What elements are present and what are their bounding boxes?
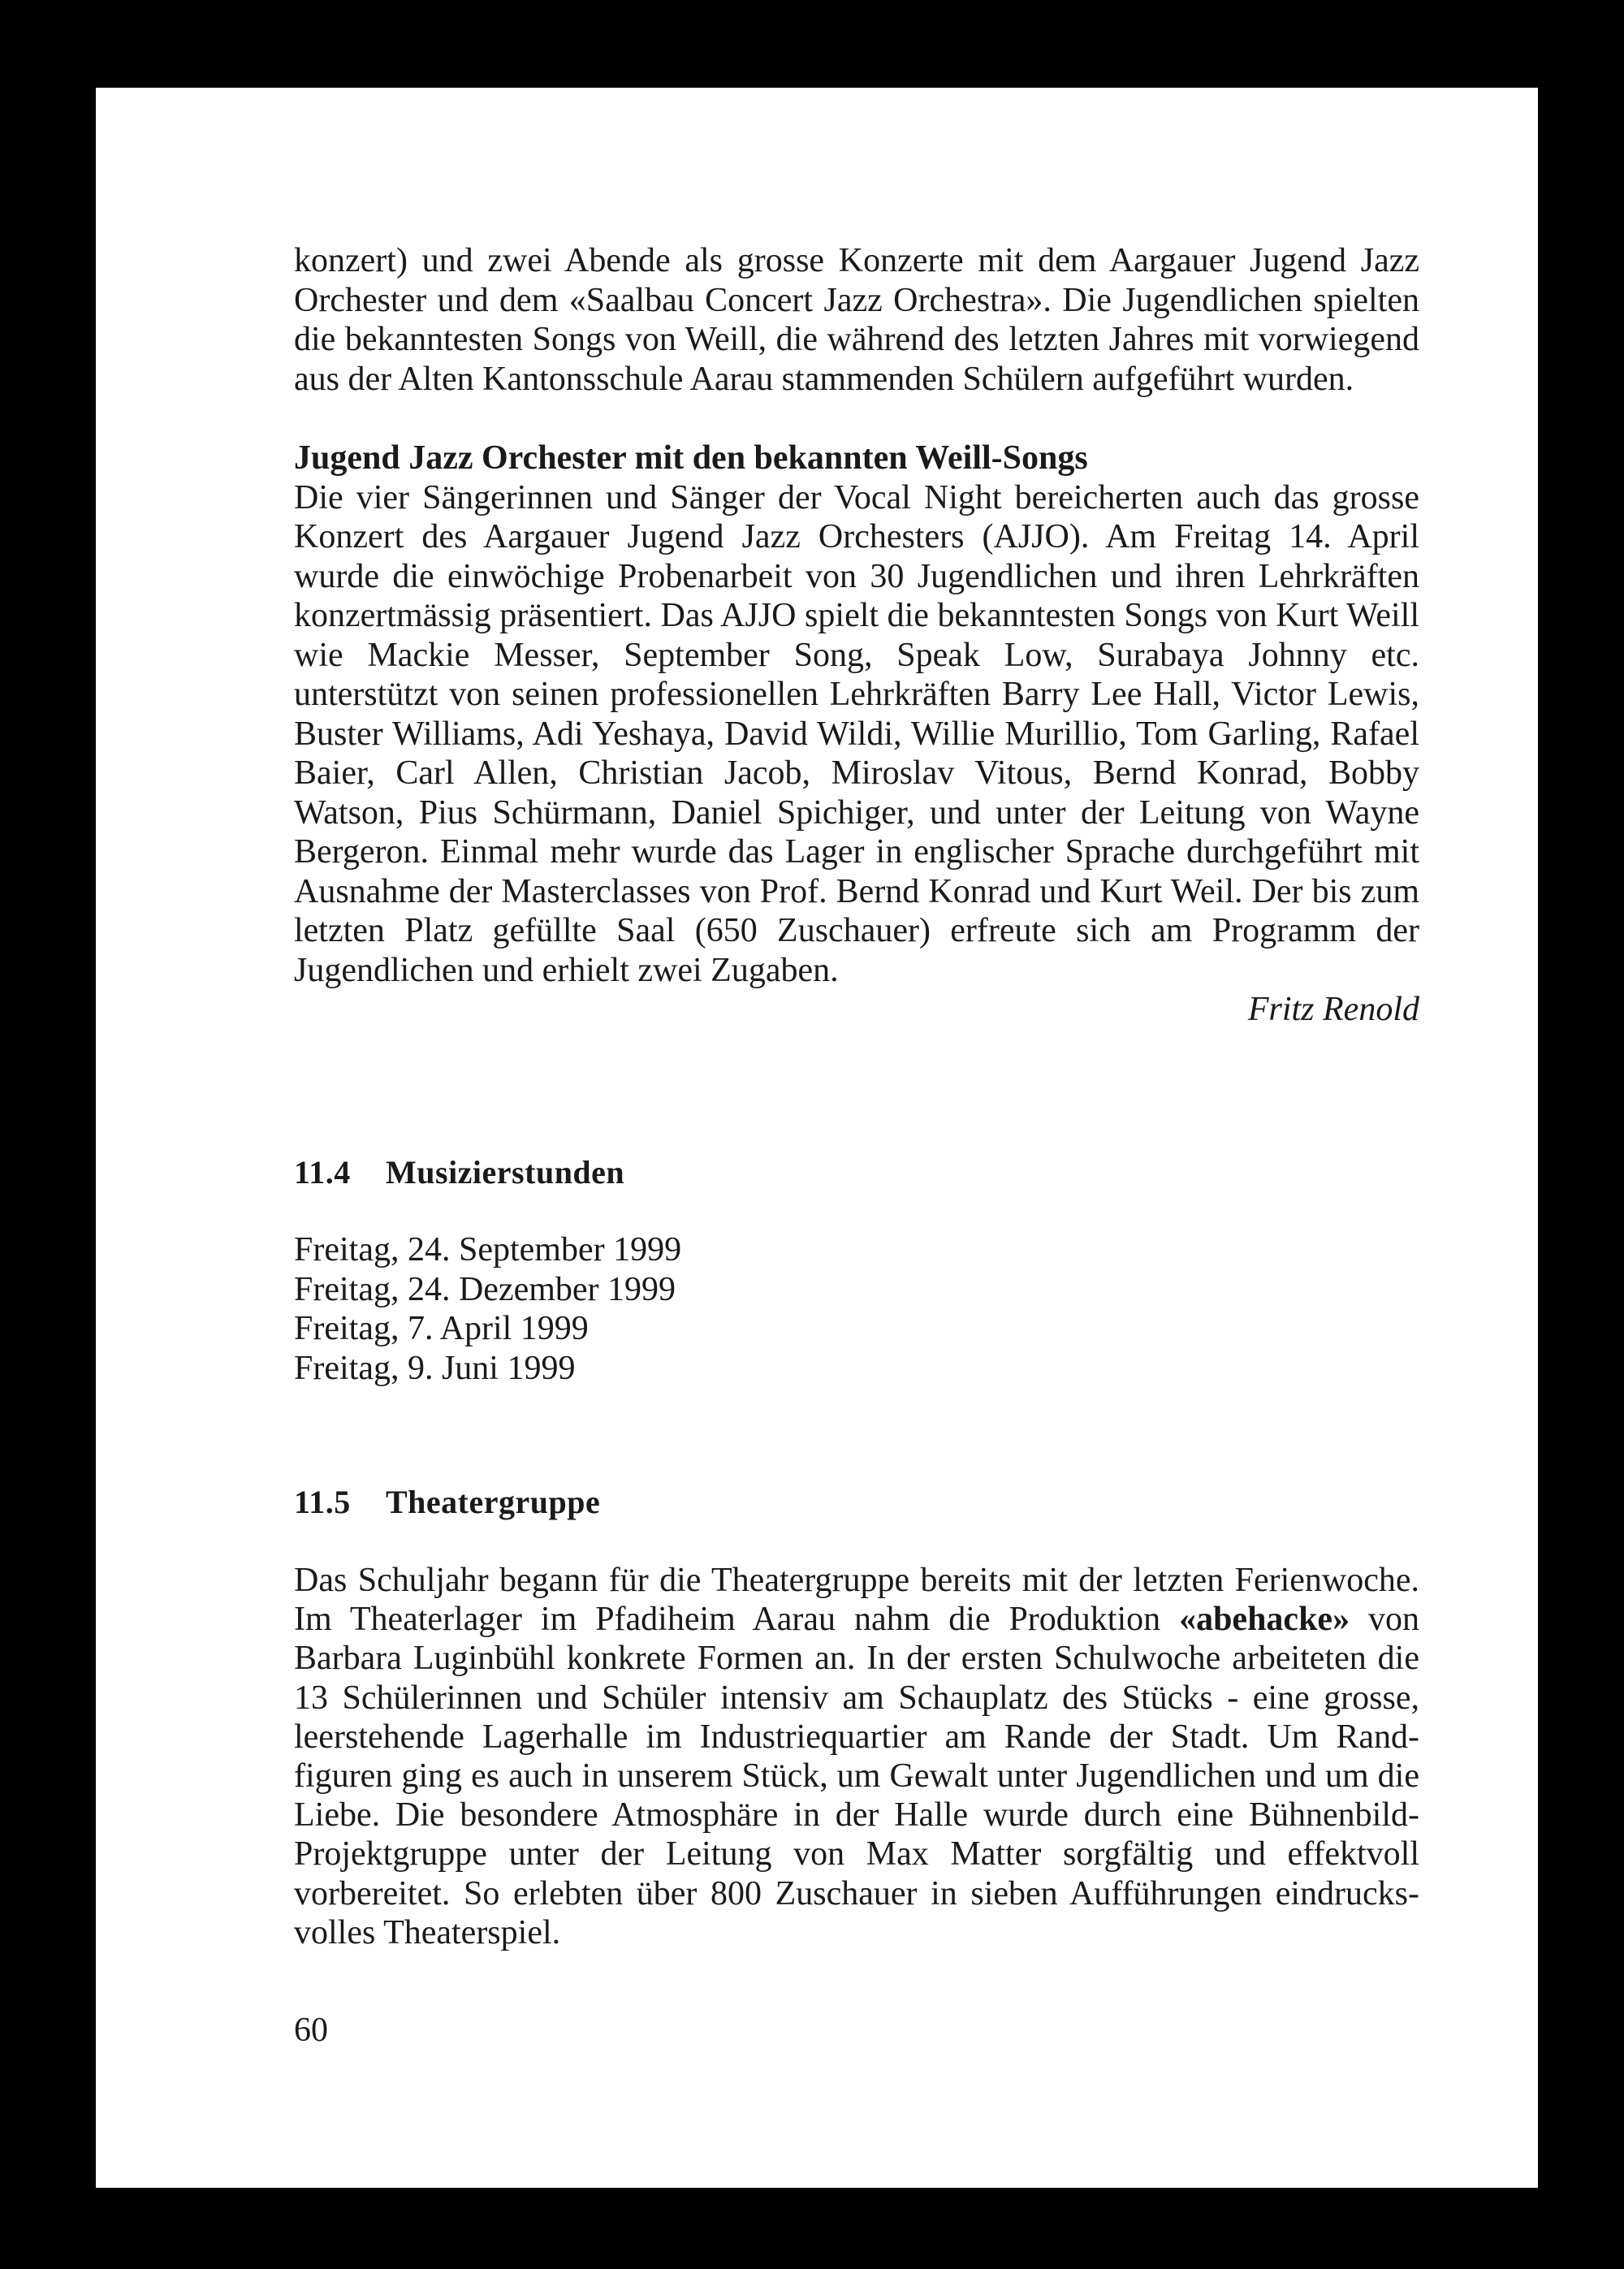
- intro-paragraph: konzert) und zwei Abende als grosse Konzerte mit dem Aargauer Jugend Jazz Orchester und dem «Saalbau Concert Jazz Orchestra». Die Jugendlichen spielten die bekanntesten Songs von Weill, die während des letzten Jahres mit vorwiegend aus der Alten Kantonsschule Aarau stammenden Schülern aufgeführt wurden.: [294, 242, 1419, 398]
- theatergruppe-heading: [294, 1483, 600, 1522]
- theatergruppe-text: [294, 1561, 1419, 1952]
- section-title: Musizierstunden: [386, 1154, 625, 1191]
- document-page: [96, 88, 1538, 2188]
- ajjo-paragraph: Die vier Sängerinnen und Sänger der Vocal Night bereicherten auch das grosse Konzert des Aargauer Jugend Jazz Orchesters (AJJO). Am Freitag 14. April wurde die einwöchige Probenarbeit von 30 Jugendlichen und ihren Lehrkräften konzertmässig präsentiert. Das AJJO spielt die bekanntesten Songs von Kurt Weill wie Mackie Messer, September Song, Speak Low, Surabaya Johnny etc. unterstützt von seinen professionellen Lehrkräften Barry Lee Hall, Victor Lewis, Buster Williams, Adi Yeshaya, David Wildi, Willie Murillio, Tom Garling, Rafael Baier, Carl Allen, Christian Jacob, Miroslav Vitous, Bernd Konrad, Bobby Watson, Pius Schürmann, Daniel Spichiger, und unter der Leitung von Wayne Bergeron. Einmal mehr wurde das Lager in englischer Sprache durchgeführt mit Ausnahme der Masterclasses von Prof. Bernd Konrad und Kurt Weil. Der bis zum letzten Platz gefüllte Saal (650 Zuschauer) erfreute sich am Programm der Jugendlichen und erhielt zwei Zugaben.: [294, 478, 1419, 989]
- ajjo-heading: Jugend Jazz Orchester mit den bekannten Weill-Songs: [294, 439, 1088, 477]
- date-item: Freitag, 24. Dezember 1999: [294, 1270, 676, 1308]
- date-item: Freitag, 24. September 1999: [294, 1231, 682, 1268]
- musizierstunden-heading: [294, 1153, 624, 1192]
- musizierstunden-dates: [294, 1230, 681, 1388]
- production-title: «abehacke»: [1179, 1601, 1350, 1639]
- section-number: 11.4: [294, 1154, 351, 1191]
- section-title: Theatergruppe: [386, 1484, 601, 1520]
- text-after: von Barbara Luginbühl konkrete Formen an. In der ersten Schulwoche arbeiteten die 13 Schülerinnen und Schüler intensiv am Schauplatz des Stücks - eine grosse, leerstehende Lagerhalle im Industriequartier am Rande der Stadt. Um Randfiguren ging es auch in unserem Stück, um Gewalt unter Jugendlichen und um die Liebe. Die besondere Atmosphäre in der Halle wurde durch eine Bühnenbild-Projektgruppe unter der Leitung von Max Matter sorgfältig und effektvoll vorbereitet. So erlebten über 800 Zuschauer in sieben Aufführungen eindrucksvolles Theaterspiel.: [294, 1601, 1419, 1951]
- article-body: [294, 241, 1419, 1030]
- date-item: Freitag, 7. April 1999: [294, 1310, 589, 1347]
- theatergruppe-paragraph: [294, 1561, 1419, 1952]
- author-signature: Fritz Renold: [1247, 991, 1419, 1028]
- page-number: 60: [294, 2012, 328, 2049]
- date-item: Freitag, 9. Juni 1999: [294, 1349, 576, 1387]
- text-before: Das Schuljahr begann für die Theatergruppe bereits mit der letzten Ferienwoche. Im Theaterlager im Pfadiheim Aarau nahm die Produktion: [294, 1562, 1419, 1639]
- section-number: 11.5: [294, 1484, 351, 1520]
